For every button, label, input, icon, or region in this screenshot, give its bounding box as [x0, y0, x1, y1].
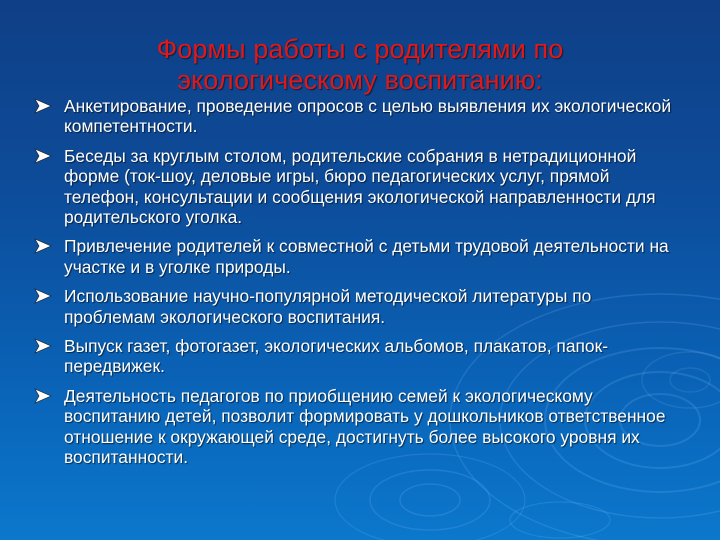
- arrowhead-bullet-icon: [34, 288, 52, 304]
- arrowhead-bullet-icon: [34, 338, 52, 354]
- list-item: [34, 146, 674, 228]
- list-item-text: Выпуск газет, фотогазет, экологических альбомов, плакатов, папок- передвижек.: [64, 336, 609, 377]
- arrowhead-bullet-icon: [34, 238, 52, 254]
- list-item-text: Беседы за круглым столом, родительские собрания в нетрадиционной форме (ток-шоу, деловые игры, бюро педагогических услуг, прямой телефон, консультации и сообщения экологической направленности для родительского уголка.: [64, 145, 656, 228]
- list-item-text: Деятельность педагогов по приобщению семей к экологическому воспитанию детей, позволит формировать у дошкольников ответственное отношение к окружающей среде, достигнуть более высокого уровня их воспитанности.: [64, 385, 666, 468]
- list-item-text: Анкетирование, проведение опросов с целью выявления их экологической компетентности.: [64, 96, 672, 137]
- list-item: [34, 96, 674, 137]
- arrowhead-bullet-icon: [34, 98, 52, 114]
- arrowhead-bullet-icon: [34, 388, 52, 404]
- bullet-list: [34, 96, 674, 477]
- list-item: [34, 386, 674, 468]
- list-item-text: Привлечение родителей к совместной с детьми трудовой деятельности на участке и в уголке природы.: [64, 236, 669, 277]
- list-item: [34, 336, 674, 377]
- list-item-text: Использование научно-популярной методической литературы по проблемам экологического воспитания.: [64, 286, 592, 327]
- arrowhead-bullet-icon: [34, 148, 52, 164]
- list-item: [34, 286, 674, 327]
- list-item: [34, 236, 674, 277]
- slide-title: Формы работы с родителями по экологическому воспитанию:: [156, 34, 564, 95]
